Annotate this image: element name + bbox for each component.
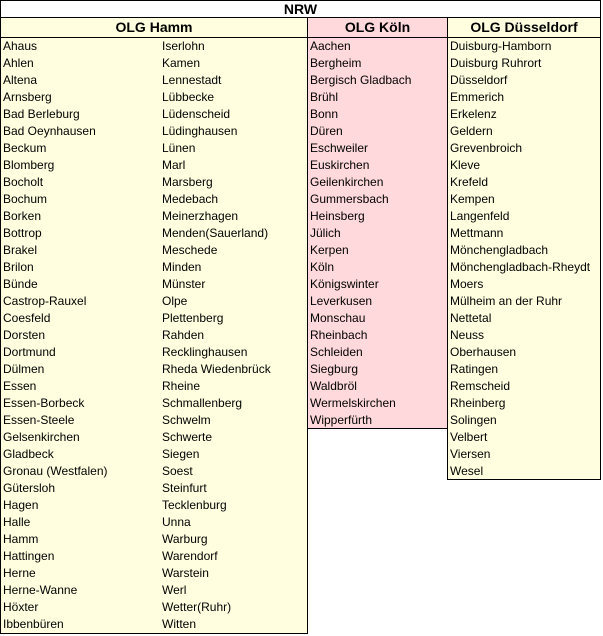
court-list-item: Borken	[3, 209, 42, 223]
court-list-item: Meinerzhagen	[162, 209, 239, 223]
court-list-item: Mettmann	[450, 226, 504, 240]
court-list-item: Coesfeld	[3, 311, 51, 325]
court-list-item: Lübbecke	[162, 90, 215, 104]
court-list-item: Dülmen	[3, 362, 45, 376]
court-list-item: Kamen	[162, 56, 201, 70]
court-list-item: Essen-Borbeck	[3, 396, 85, 410]
court-list-item: Münster	[162, 277, 206, 291]
court-list-item: Bonn	[310, 107, 339, 121]
court-list-item: Lüdinghausen	[162, 124, 238, 138]
court-list-item: Brühl	[310, 90, 339, 104]
court-list-item: Mülheim an der Ruhr	[450, 294, 563, 308]
court-list-item: Bergheim	[310, 56, 362, 70]
court-list-item: Gronau (Westfalen)	[3, 464, 108, 478]
court-list-item: Steinfurt	[162, 481, 207, 495]
court-list-item: Eschweiler	[310, 141, 369, 155]
court-list-item: Schleiden	[310, 345, 363, 359]
olg-hamm-list-1	[1, 38, 159, 633]
court-list-item: Ratingen	[450, 362, 499, 376]
court-list-item: Werl	[162, 583, 187, 597]
court-list-item: Duisburg Ruhrort	[450, 56, 542, 70]
court-list-item: Schwerte	[162, 430, 213, 444]
court-list-item: Gütersloh	[3, 481, 56, 495]
court-list-item: Heinsberg	[310, 209, 365, 223]
court-list-item: Gelsenkirchen	[3, 430, 80, 444]
court-list-item: Dorsten	[3, 328, 46, 342]
court-list-item: Rheinbach	[310, 328, 368, 342]
court-list-item: Iserlohn	[162, 39, 205, 53]
court-list-item: Halle	[3, 515, 31, 529]
court-list-item: Menden(Sauerland)	[162, 226, 269, 240]
olg-koeln-list	[308, 38, 447, 429]
court-list-item: Nettetal	[450, 311, 492, 325]
court-list-item: Rahden	[162, 328, 205, 342]
court-list-item: Bünde	[3, 277, 38, 291]
court-list-item: Hamm	[3, 532, 39, 546]
court-list-item: Gummersbach	[310, 192, 389, 206]
court-list-item: Emmerich	[450, 90, 505, 104]
court-list-item: Hattingen	[3, 549, 55, 563]
court-list-item: Schwelm	[162, 413, 211, 427]
court-list-item: Grevenbroich	[450, 141, 523, 155]
court-list-item: Kleve	[450, 158, 481, 172]
court-list-item: Leverkusen	[310, 294, 373, 308]
court-list-item: Euskirchen	[310, 158, 370, 172]
court-list-item: Marsberg	[162, 175, 213, 189]
olg-duesseldorf-header: OLG Düsseldorf	[448, 18, 600, 38]
court-list-item: Lüdenscheid	[162, 107, 231, 121]
olg-duesseldorf-column	[447, 17, 601, 480]
court-list-item: Castrop-Rauxel	[3, 294, 87, 308]
court-list-item: Aachen	[310, 39, 351, 53]
court-list-item: Plettenberg	[162, 311, 224, 325]
court-list-item: Waldbröl	[310, 379, 357, 393]
court-list-item: Meschede	[162, 243, 218, 257]
court-list-item: Tecklenburg	[162, 498, 227, 512]
court-list-item: Marl	[162, 158, 186, 172]
court-list-item: Witten	[162, 617, 197, 631]
court-list-item: Bergisch Gladbach	[310, 73, 412, 87]
court-list-item: Herne	[3, 566, 36, 580]
court-list-item: Rheda Wiedenbrück	[162, 362, 271, 376]
court-list-item: Höxter	[3, 600, 39, 614]
court-list-item: Mönchengladbach-Rheydt	[450, 260, 591, 274]
court-list-item: Schmallenberg	[162, 396, 243, 410]
court-list-item: Essen	[3, 379, 37, 393]
court-list-item: Bad Oeynhausen	[3, 124, 96, 138]
court-list-item: Rheinberg	[450, 396, 506, 410]
court-list-item: Dortmund	[3, 345, 56, 359]
court-list-item: Bad Berleburg	[3, 107, 80, 121]
court-list-item: Unna	[162, 515, 191, 529]
court-list-item: Recklinghausen	[162, 345, 248, 359]
court-list-item: Monschau	[310, 311, 366, 325]
court-list-item: Mönchengladbach	[450, 243, 549, 257]
court-list-item: Blomberg	[3, 158, 55, 172]
court-list-item: Beckum	[3, 141, 47, 155]
court-list-item: Herne-Wanne	[3, 583, 78, 597]
olg-hamm-column	[0, 17, 308, 634]
court-list-item: Erkelenz	[450, 107, 497, 121]
olg-hamm-list-2	[160, 38, 308, 633]
court-list-item: Düsseldorf	[450, 73, 508, 87]
table-title: NRW	[0, 0, 601, 18]
court-list-item: Siegburg	[310, 362, 359, 376]
court-list-item: Bottrop	[3, 226, 42, 240]
court-list-item: Altena	[3, 73, 38, 87]
court-list-item: Kerpen	[310, 243, 349, 257]
court-list-item: Geilenkirchen	[310, 175, 384, 189]
court-list-item: Velbert	[450, 430, 488, 444]
court-list-item: Essen-Steele	[3, 413, 75, 427]
court-list-item: Bocholt	[3, 175, 44, 189]
court-list-item: Warstein	[162, 566, 209, 580]
court-list-item: Rheine	[162, 379, 201, 393]
court-list-item: Kempen	[450, 192, 495, 206]
court-list-item: Medebach	[162, 192, 219, 206]
court-list-item: Hagen	[3, 498, 39, 512]
court-list-item: Düren	[310, 124, 343, 138]
court-list-item: Brilon	[3, 260, 34, 274]
court-list-item: Königswinter	[310, 277, 379, 291]
court-list-item: Olpe	[162, 294, 188, 308]
court-list-item: Arnsberg	[3, 90, 52, 104]
court-list-item: Duisburg-Hamborn	[450, 39, 552, 53]
court-list-item: Wermelskirchen	[310, 396, 396, 410]
court-list-item: Oberhausen	[450, 345, 517, 359]
court-list-item: Köln	[310, 260, 335, 274]
court-list-item: Gladbeck	[3, 447, 54, 461]
court-list-item: Ibbenbüren	[3, 617, 64, 631]
court-list-item: Bochum	[3, 192, 48, 206]
court-list-item: Wesel	[450, 464, 484, 478]
court-list-item: Ahlen	[3, 56, 34, 70]
court-list-item: Wetter(Ruhr)	[162, 600, 232, 614]
court-list-item: Neuss	[450, 328, 485, 342]
court-list-item: Minden	[162, 260, 202, 274]
olg-duesseldorf-list	[448, 38, 600, 480]
court-list-item: Warendorf	[162, 549, 218, 563]
court-list-item: Viersen	[450, 447, 491, 461]
court-list-item: Jülich	[310, 226, 341, 240]
court-list-item: Krefeld	[450, 175, 489, 189]
court-list-item: Soest	[162, 464, 193, 478]
court-list-item: Wipperfürth	[310, 413, 373, 427]
court-list-item: Siegen	[162, 447, 200, 461]
court-list-item: Warburg	[162, 532, 208, 546]
olg-hamm-header: OLG Hamm	[1, 18, 307, 38]
court-list-item: Geldern	[450, 124, 493, 138]
court-list-item: Brakel	[3, 243, 38, 257]
court-list-item: Remscheid	[450, 379, 511, 393]
court-list-item: Solingen	[450, 413, 497, 427]
court-list-item: Moers	[450, 277, 484, 291]
court-list-item: Ahaus	[3, 39, 38, 53]
court-list-item: Lennestadt	[162, 73, 222, 87]
court-list-item: Langenfeld	[450, 209, 510, 223]
olg-koeln-header: OLG Köln	[308, 18, 447, 38]
olg-koeln-column	[307, 17, 448, 429]
court-list-item: Lünen	[162, 141, 196, 155]
